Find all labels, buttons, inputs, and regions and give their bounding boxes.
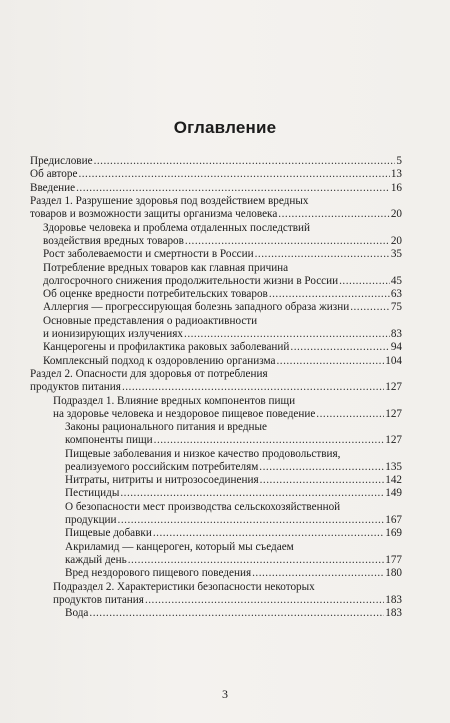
dot-leader xyxy=(76,182,390,195)
toc-entry-title: Введение xyxy=(30,181,76,194)
toc-entry-page: 63 xyxy=(390,288,402,301)
dot-leader xyxy=(260,474,385,487)
toc-entry-title-line: Акриламид — канцероген, который мы съедаем xyxy=(65,540,294,553)
dot-leader xyxy=(290,341,389,354)
toc-entry xyxy=(30,195,402,221)
toc-entry-title: на здоровье человека и нездоровое пищевое поведение xyxy=(53,407,316,420)
toc-entry xyxy=(30,607,402,620)
toc-entry-page: 127 xyxy=(385,434,402,447)
dot-leader xyxy=(255,248,390,261)
toc-entry-page: 169 xyxy=(385,527,402,540)
toc-entry-title: каждый день xyxy=(65,553,127,566)
toc-entry xyxy=(30,395,402,421)
toc-entry-title-line: Законы рационального питания и вредные xyxy=(65,421,267,434)
toc-entry xyxy=(30,448,402,474)
dot-leader xyxy=(350,301,390,314)
toc-entry-title: продукции xyxy=(65,513,117,526)
toc-entry-title: Предисловие xyxy=(30,155,93,167)
page-title: Оглавление xyxy=(173,118,277,137)
toc-entry-page: 149 xyxy=(385,487,402,500)
toc-entry xyxy=(30,527,402,540)
toc-entry-title: продуктов питания xyxy=(30,381,121,394)
toc-entry-page: 183 xyxy=(385,593,402,606)
dot-leader xyxy=(153,527,384,540)
dot-leader xyxy=(128,554,385,567)
dot-leader xyxy=(316,408,384,421)
toc-entry-page: 127 xyxy=(385,381,402,394)
toc-entry-page: 180 xyxy=(385,567,402,580)
dot-leader xyxy=(145,594,384,607)
toc-entry xyxy=(30,315,402,341)
toc-entry-page: 35 xyxy=(390,248,402,261)
toc-entry-title: Нитраты, нитриты и нитрозосоединения xyxy=(65,474,259,486)
toc-entry-title: Об авторе xyxy=(30,168,78,181)
toc-entry-title-line: Пищевые заболевания и низкое качество продовольствия, xyxy=(65,447,341,460)
toc-entry-title: воздействия вредных товаров xyxy=(43,234,184,247)
toc-entry-title: Аллергия — прогрессирующая болезнь западного образа жизни xyxy=(43,301,350,314)
toc-entry xyxy=(30,581,402,607)
toc-entry-title: реализуемого российским потребителям xyxy=(65,460,259,473)
toc-entry xyxy=(30,487,402,500)
toc-entry-title: Об оценке вредности потребительских товаров xyxy=(43,288,268,301)
toc-entry-page: 177 xyxy=(385,553,402,566)
toc-entry xyxy=(30,567,402,580)
dot-leader xyxy=(252,567,384,580)
toc-entry-page: 83 xyxy=(390,327,402,340)
toc-entry-page: 127 xyxy=(385,407,402,420)
toc-entry xyxy=(30,168,402,181)
dot-leader xyxy=(269,288,390,301)
toc-entry-title: Комплексный подход к оздоровлению организма xyxy=(43,354,276,367)
dot-leader xyxy=(154,434,385,447)
toc-entry-title: Вода xyxy=(65,607,89,620)
toc-entry-page: 75 xyxy=(390,301,402,314)
toc-entry xyxy=(30,301,402,314)
toc-entry xyxy=(30,155,402,168)
toc-entry-title-line: Раздел 2. Опасности для здоровья от потребления xyxy=(30,368,268,381)
dot-leader xyxy=(120,487,384,500)
toc-entry-title: Канцерогены и профилактика раковых заболеваний xyxy=(43,341,290,354)
dot-leader xyxy=(276,355,384,368)
dot-leader xyxy=(122,381,384,394)
dot-leader xyxy=(184,328,390,341)
toc-entry-title-line: Здоровье человека и проблема отдаленных последствий xyxy=(43,221,311,234)
toc-entry xyxy=(30,541,402,567)
toc-entry xyxy=(30,421,402,447)
toc-entry-title-line: Потребление вредных товаров как главная причина xyxy=(43,261,289,274)
toc-entry-page: 142 xyxy=(385,474,402,486)
toc-entry xyxy=(30,474,402,487)
toc-entry xyxy=(30,341,402,354)
toc-entry-page: 167 xyxy=(385,513,402,526)
toc-entry-page: 13 xyxy=(390,168,402,181)
toc-entry xyxy=(30,262,402,288)
toc-entry-title: Пестициды xyxy=(65,487,120,500)
dot-leader xyxy=(185,235,390,248)
toc-entry-page: 20 xyxy=(390,208,402,221)
dot-leader xyxy=(259,461,384,474)
dot-leader xyxy=(89,607,384,620)
dot-leader xyxy=(118,514,385,527)
page-number: 3 xyxy=(222,687,228,701)
dot-leader xyxy=(78,168,389,181)
toc-entry-title: и ионизирующих излучениях xyxy=(43,327,184,340)
toc-entry-title: компоненты пищи xyxy=(65,434,153,447)
toc-entry-title: Вред нездорового пищевого поведения xyxy=(65,567,252,580)
toc-entry-title-line: Подраздел 1. Влияние вредных компонентов пищи xyxy=(53,394,296,407)
toc-entry-page: 45 xyxy=(390,274,402,287)
toc-entry-title-line: Основные представления о радиоактивности xyxy=(43,314,258,327)
toc-entry-title-line: О безопасности мест производства сельскохозяйственной xyxy=(65,500,341,513)
toc-entry xyxy=(30,368,402,394)
toc-entry-page: 16 xyxy=(390,181,402,194)
toc-entry-title-line: Подраздел 2. Характеристики безопасности некоторых xyxy=(53,580,315,593)
toc-entry-title-line: Раздел 1. Разрушение здоровья под воздействием вредных xyxy=(30,195,309,208)
toc-entry xyxy=(30,355,402,368)
dot-leader xyxy=(278,208,390,221)
toc-entry-page: 104 xyxy=(385,354,402,367)
toc-entry-page: 5 xyxy=(396,155,402,167)
toc-entry-page: 135 xyxy=(385,460,402,473)
toc-entry-title: Пищевые добавки xyxy=(65,527,152,540)
toc-entry-title: долгосрочного снижения продолжительности жизни в России xyxy=(43,274,339,287)
dot-leader xyxy=(339,275,390,288)
table-of-contents xyxy=(30,155,402,620)
toc-entry-title: Рост заболеваемости и смертности в России xyxy=(43,248,254,261)
toc-entry-title: продуктов питания xyxy=(53,593,144,606)
toc-entry xyxy=(30,222,402,248)
toc-entry-title: товаров и возможности защиты организма человека xyxy=(30,208,278,221)
toc-entry-page: 183 xyxy=(385,607,402,620)
toc-entry xyxy=(30,182,402,195)
toc-entry-page: 20 xyxy=(390,234,402,247)
toc-entry xyxy=(30,288,402,301)
dot-leader xyxy=(94,155,396,168)
toc-entry xyxy=(30,501,402,527)
toc-entry xyxy=(30,248,402,261)
toc-entry-page: 94 xyxy=(390,341,402,354)
